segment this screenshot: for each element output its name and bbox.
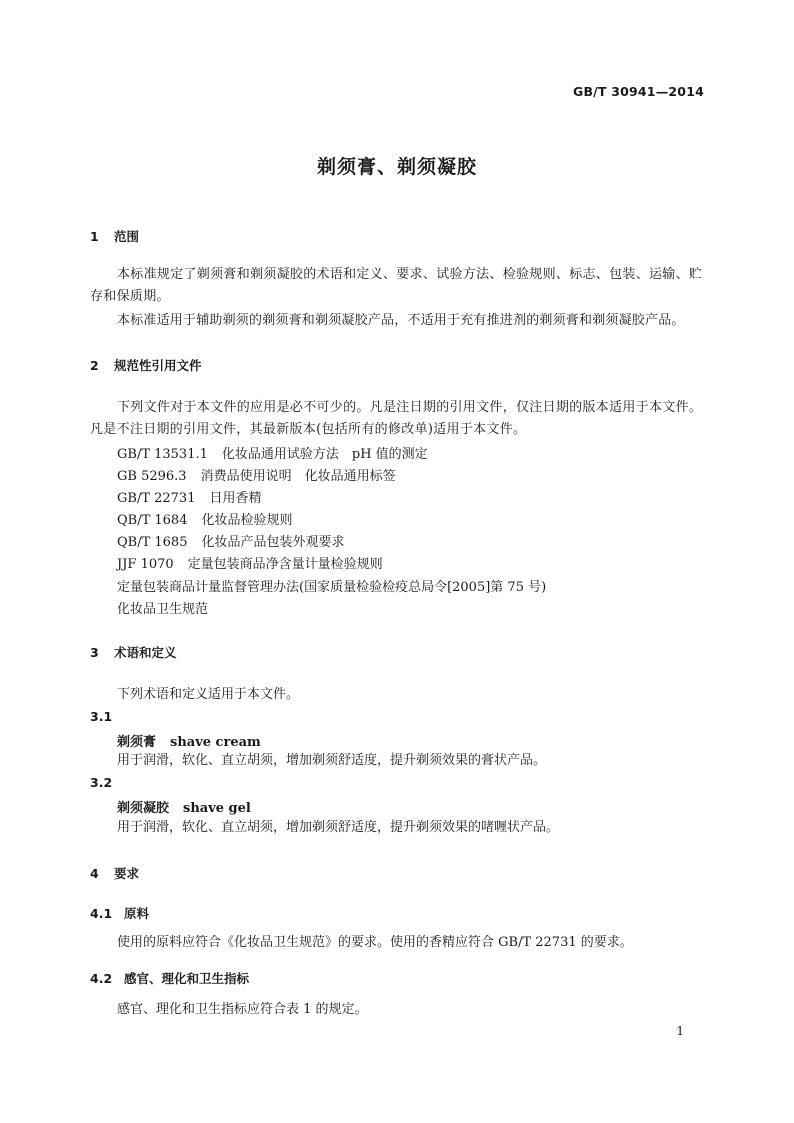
document-title: 剃须膏、剃须凝胶 [316, 156, 477, 178]
section-1-heading [90, 227, 139, 245]
term-definition: 用于润滑，软化、直立胡须，增加剃须舒适度，提升剃须效果的膏状产品。 [117, 753, 547, 768]
section-1-paragraph-2: 本标准适用于辅助剃须的剃须膏和剃须凝胶产品，不适用于充有推进剂的剃须膏和剃须凝胶产品。 [117, 313, 685, 328]
reference-title: 化妆品卫生规范 [117, 602, 209, 617]
section-3-intro: 下列术语和定义适用于本文件。 [117, 687, 300, 702]
reference-code: GB/T 22731 [117, 491, 196, 506]
standard-code: GB/T 30941—2014 [572, 84, 704, 99]
section-title: 要求 [114, 866, 140, 881]
reference-title: 消费品使用说明 化妆品通用标签 [200, 469, 396, 484]
section-title: 规范性引用文件 [114, 358, 202, 373]
subsection-4-1-heading [90, 904, 149, 922]
term-en: shave gel [183, 801, 251, 816]
reference-item [117, 553, 383, 572]
reference-item [117, 487, 262, 506]
subsection-title: 原料 [124, 906, 150, 921]
subsection-4-1-text: 使用的原料应符合《化妆品卫生规范》的要求。使用的香精应符合 GB/T 22731 的要求。 [117, 935, 633, 950]
section-1-paragraph-1: 本标准规定了剃须膏和剃须凝胶的术语和定义、要求、试验方法、检验规则、标志、包装、运输、贮存和保质期。 [90, 267, 703, 304]
section-number: 4 [90, 866, 99, 881]
subsection-title: 感官、理化和卫生指标 [124, 971, 250, 986]
term-definition: 用于润滑，软化、直立胡须，增加剃须舒适度，提升剃须效果的啫喱状产品。 [117, 820, 560, 835]
term-number: 3.2 [90, 775, 113, 790]
section-title: 范围 [114, 229, 140, 244]
section-number: 1 [90, 229, 99, 244]
term-en: shave cream [170, 735, 261, 750]
section-2-heading [90, 356, 202, 374]
reference-item [117, 531, 345, 550]
term-zh: 剃须膏 [117, 735, 157, 750]
subsection-4-2-heading [90, 969, 249, 987]
section-title: 术语和定义 [114, 645, 177, 660]
reference-title: 化妆品通用试验方法 pH 值的测定 [221, 447, 428, 462]
reference-code: QB/T 1684 [117, 513, 188, 528]
term-heading [117, 797, 251, 816]
reference-code: GB/T 13531.1 [117, 447, 208, 462]
reference-title: 日用香精 [209, 491, 262, 506]
reference-title: 化妆品检验规则 [201, 513, 293, 528]
reference-code: JJF 1070 [117, 557, 174, 572]
subsection-number: 4.1 [90, 906, 113, 921]
section-number: 3 [90, 645, 99, 660]
subsection-4-2-text: 感官、理化和卫生指标应符合表 1 的规定。 [117, 1002, 368, 1017]
reference-code: GB 5296.3 [117, 469, 187, 484]
reference-title: 化妆品产品包装外观要求 [201, 535, 345, 550]
section-2-intro: 下列文件对于本文件的应用是必不可少的。凡是注日期的引用文件，仅注日期的版本适用于本文件。凡是不注日期的引用文件，其最新版本(包括所有的修改单)适用于本文件。 [90, 400, 703, 437]
term-zh: 剃须凝胶 [117, 801, 170, 816]
section-number: 2 [90, 358, 99, 373]
reference-title: 定量包装商品净含量计量检验规则 [187, 557, 383, 572]
reference-code: QB/T 1685 [117, 535, 188, 550]
page-number: 1 [676, 1024, 684, 1038]
term-number: 3.1 [90, 709, 113, 724]
term-heading [117, 731, 261, 750]
reference-item [117, 509, 293, 528]
reference-title: 定量包装商品计量监督管理办法(国家质量检验检疫总局令[2005]第 75 号) [117, 580, 547, 595]
reference-item [117, 576, 546, 595]
reference-item [117, 443, 428, 462]
reference-item [117, 465, 396, 484]
subsection-number: 4.2 [90, 971, 113, 986]
reference-item [117, 598, 208, 617]
section-3-heading [90, 643, 177, 661]
section-4-heading [90, 864, 139, 882]
